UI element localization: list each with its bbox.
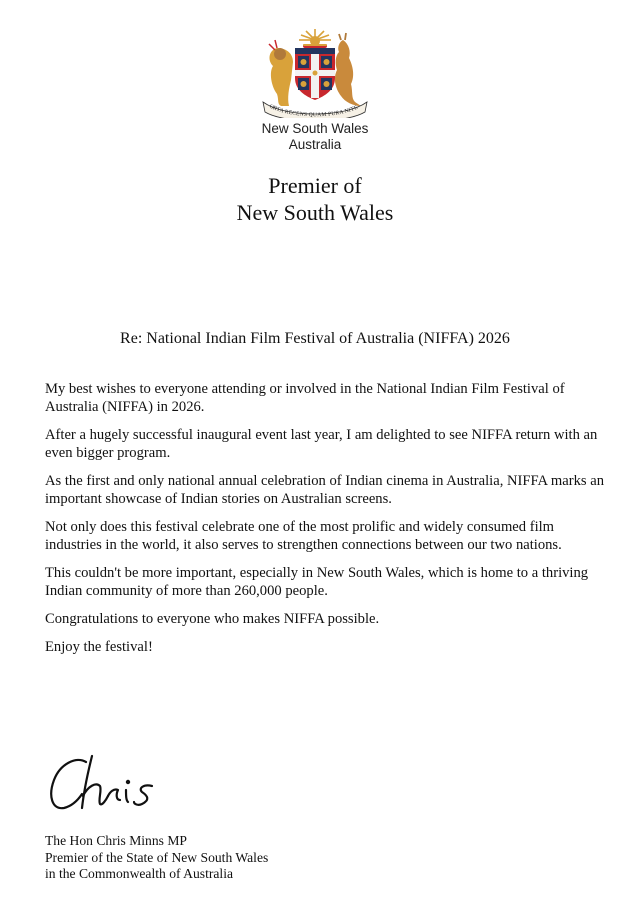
signatory-title-line2: in the Commonwealth of Australia <box>45 866 234 881</box>
signature-image <box>42 750 192 820</box>
office-title <box>0 172 630 226</box>
letter-body <box>45 380 605 666</box>
kangaroo-icon <box>335 33 361 106</box>
body-paragraph: This couldn't be more important, especially in New South Wales, which is home to a thriving Indian community of more than 260,000 people. <box>45 565 589 599</box>
coat-of-arms-icon <box>255 26 375 118</box>
body-paragraph: Congratulations to everyone who makes NIFFA possible. <box>45 611 380 627</box>
body-paragraph: Enjoy the festival! <box>45 639 153 655</box>
body-paragraph: Not only does this festival celebrate one of the most prolific and widely consumed film industries in the world, it also serves to strengthen connections between our two nations. <box>45 519 562 553</box>
body-paragraph: After a hugely successful inaugural event last year, I am delighted to see NIFFA return with an even bigger program. <box>45 427 598 461</box>
signoff-block <box>45 833 268 883</box>
office-title-line1: Premier of <box>268 173 362 198</box>
government-name <box>0 121 630 153</box>
signatory-name: The Hon Chris Minns MP <box>45 833 187 848</box>
body-paragraph: As the first and only national annual celebration of Indian cinema in Australia, NIFFA marks an important showcase of Indian stories on Australian screens. <box>45 473 605 507</box>
letter-subject: Re: National Indian Film Festival of Australia (NIFFA) 2026 <box>120 330 510 347</box>
signatory-title-line1: Premier of the State of New South Wales <box>45 849 269 865</box>
office-title-line2: New South Wales <box>236 200 394 225</box>
motto-text: ORTA RECENS QUAM PURA NITE <box>268 103 359 118</box>
body-paragraph: My best wishes to everyone attending or involved in the National Indian Film Festival of Australia (NIFFA) in 2026. <box>45 381 565 415</box>
lion-icon <box>269 40 293 106</box>
government-name-line2: Australia <box>288 137 342 152</box>
government-name-line1: New South Wales <box>261 121 369 136</box>
shield-icon <box>295 48 335 100</box>
